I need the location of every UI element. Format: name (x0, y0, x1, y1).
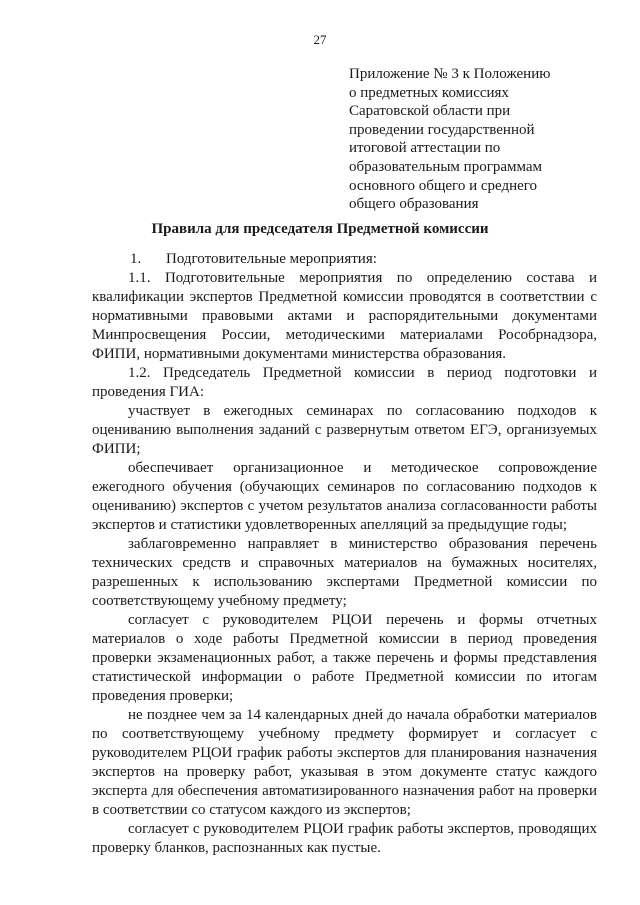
page-number: 27 (313, 32, 327, 47)
section-heading-text: Подготовительные мероприятия: (166, 251, 377, 267)
section-number: 1. (130, 251, 142, 267)
paragraph: 1.1. Подготовительные мероприятия по определению состава и квалификации экспертов Предметной комиссии проводятся в соответствии с нормативными правовыми актами и распорядительными документами Минпросвещения России, методическими материалами Рособрнадзора, ФИПИ, нормативными документами министерства образования. (92, 270, 597, 362)
appendix-header (349, 65, 589, 214)
appendix-line: о предметных комиссиях (349, 84, 509, 101)
appendix-line: проведении государственной (349, 121, 535, 138)
document-title: Правила для председателя Предметной комиссии (151, 221, 489, 237)
appendix-line: общего образования (349, 196, 479, 213)
appendix-line: Приложение № 3 к Положению (349, 66, 551, 82)
paragraph: согласует с руководителем РЦОИ перечень и формы отчетных материалов о ходе работы Предметной комиссии в период проведения проверки экзаменационных работ, а также перечень и формы представления статистической информации о работе Предметной комиссии по итогам проведения проверки; (92, 612, 597, 704)
paragraph: не позднее чем за 14 календарных дней до начала обработки материалов по соответствующему учебному предмету формирует и согласует с руководителем РЦОИ график работы экспертов для планирования назначения экспертов на проверку работ, указывая в этом документе статус каждого эксперта для обеспечения автоматизированного назначения работ на проверки в соответствии со статусом каждого из экспертов; (92, 707, 597, 818)
appendix-line: Саратовской области при (349, 103, 511, 120)
section-heading (92, 250, 597, 269)
document-body (92, 250, 597, 858)
paragraph: согласует с руководителем РЦОИ график работы экспертов, проводящих проверку бланков, распознанных как пустые. (92, 821, 597, 856)
paragraph: обеспечивает организационное и методическое сопровождение ежегодного обучения (обучающих семинаров по согласованию подходов к оцениванию) экспертов с учетом результатов анализа согласованности работы экспертов и статистики удовлетворенных апелляций за предыдущие годы; (92, 460, 597, 533)
paragraph: участвует в ежегодных семинарах по согласованию подходов к оцениванию выполнения заданий с развернутым ответом ЕГЭ, организуемых ФИПИ; (92, 403, 597, 457)
appendix-line: итоговой аттестации по (349, 140, 501, 157)
appendix-line: образовательным программам (349, 158, 543, 175)
appendix-line: основного общего и среднего (349, 177, 538, 194)
paragraph: 1.2. Председатель Предметной комиссии в период подготовки и проведения ГИА: (92, 365, 597, 400)
paragraph: заблаговременно направляет в министерство образования перечень технических средств и справочных материалов на бумажных носителях, разрешенных к использованию экспертами Предметной комиссии по соответствующему учебному предмету; (92, 536, 597, 609)
